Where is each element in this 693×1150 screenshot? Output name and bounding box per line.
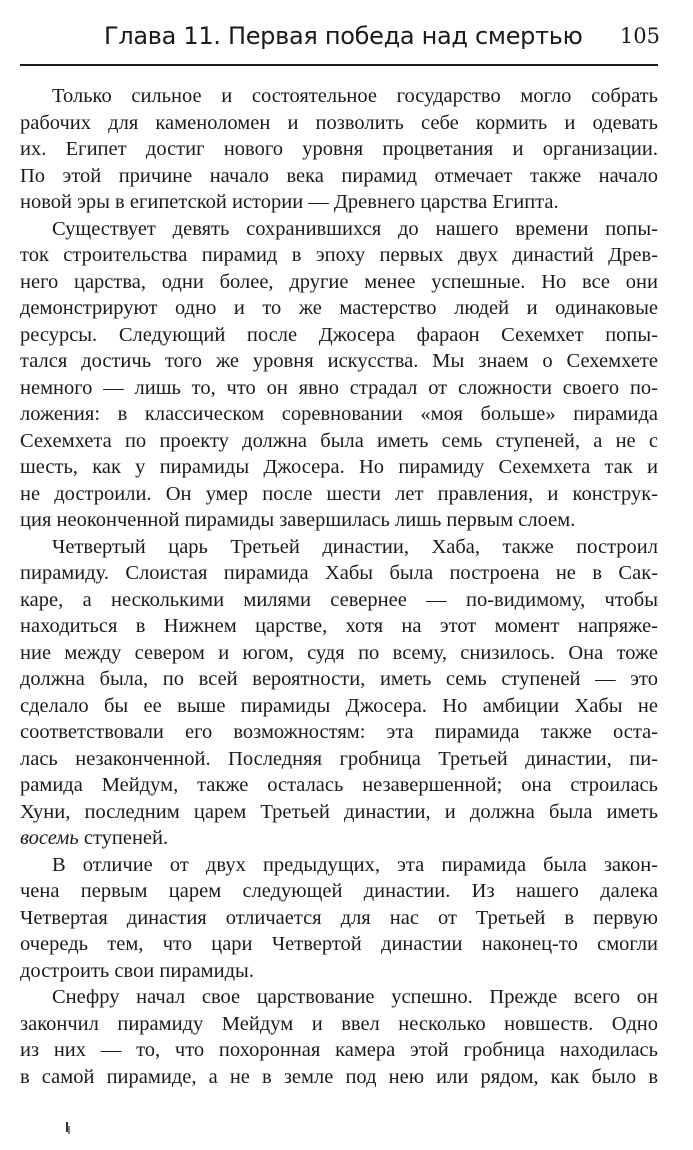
text-line: Снефру начал свое царствование успешно. Прежде всего он	[52, 986, 658, 1008]
text-line: должна была, по всей вероятности, иметь семь ступеней — это	[20, 668, 658, 690]
page-number: 105	[619, 24, 660, 48]
text-line: чена первым царем следующей династии. Из нашего далека	[20, 880, 658, 902]
text-line: тался достичь того же уровня искусства. Мы знаем о Сехемхете	[20, 350, 658, 372]
scan-mark	[66, 1120, 70, 1134]
text-line: Хуни, последним царем Третьей династии, и должна была иметь	[20, 800, 658, 823]
text-line: в самой пирамиде, а не в земле под нею или рядом, как было в	[20, 1065, 658, 1088]
text-line: не достроили. Он умер после шести лет правления, и конструк-	[20, 482, 658, 505]
chapter-title: Глава 11. Первая победа над смертью	[104, 22, 583, 50]
text-line: ток строительства пирамид в эпоху первых двух династий Древ-	[20, 244, 658, 266]
text-line: очередь тем, что цари Четвертой династии наконец-то смогли	[20, 933, 658, 955]
text-line: из них — то, что похоронная камера этой гробница находилась	[20, 1039, 658, 1061]
text-line: новой эры в египетской истории — Древнего царства Египта.	[20, 191, 559, 213]
text-line: каре, а несколькими милями севернее — по-видимому, чтобы	[20, 588, 658, 611]
text-line: находиться в Нижнем царстве, хотя на этот момент напряже-	[20, 615, 658, 637]
text-line: Только сильное и состоятельное государство могло собрать	[52, 85, 658, 107]
emphasis: восемь	[20, 827, 79, 849]
text-line: лась незаконченной. Последняя гробница Третьей династии, пи-	[20, 747, 658, 770]
text-line: пирамиду. Слоистая пирамида Хабы была построена не в Сак-	[20, 562, 658, 584]
text-line: В отличие от двух предыдущих, эта пирамида была закон-	[52, 853, 658, 876]
text-line: По этой причине начало века пирамид отмечает также начало	[20, 164, 658, 187]
text-line: Существует девять сохранившихся до нашего времени попы-	[52, 217, 658, 240]
text-line: достроить свои пирамиды.	[20, 959, 254, 982]
text-line: восемь ступеней.	[20, 827, 169, 849]
text-line: ложения: в классическом соревновании «моя больше» пирамида	[20, 403, 658, 425]
text-line: их. Египет достиг нового уровня процветания и организации.	[20, 138, 658, 160]
text-line: соответствовали его возможностям: эта пирамида также оста-	[20, 721, 658, 743]
text-line: Сехемхета по проекту должна была иметь семь ступеней, а не с	[20, 429, 658, 452]
body-text	[20, 83, 658, 1090]
text-line: сделало бы ее выше пирамиды Джосера. Но амбиции Хабы не	[20, 694, 658, 717]
text-line: ресурсы. Следующий после Джосера фараон Сехемхет попы-	[20, 323, 658, 346]
running-header	[104, 18, 660, 58]
text-line: демонстрируют одно и то же мастерство людей и одинаковые	[20, 297, 658, 319]
text-line: ние между севером и югом, судя по всему, снизилось. Она тоже	[20, 641, 658, 664]
header-rule	[20, 64, 658, 66]
text-line: закончил пирамиду Мейдум и ввел несколько новшеств. Одно	[20, 1012, 658, 1035]
text-line: него царства, одни более, другие менее успешные. Но все они	[20, 270, 658, 293]
text-line: рамида Мейдум, также осталась незавершенной; она строилась	[20, 774, 658, 796]
text-line: ция неоконченной пирамиды завершилась лишь первым слоем.	[20, 509, 576, 531]
text-line: рабочих для каменоломен и позволить себе кормить и одевать	[20, 111, 658, 134]
text-line: Четвертый царь Третьей династии, Хаба, также построил	[52, 535, 658, 558]
text-line: Четвертая династия отличается для нас от Третьей в первую	[20, 906, 658, 929]
text-line: шесть, как у пирамиды Джосера. Но пирамиду Сехемхета так и	[20, 456, 658, 478]
text-line: немного — лишь то, что он явно страдал от сложности своего по-	[20, 376, 658, 399]
